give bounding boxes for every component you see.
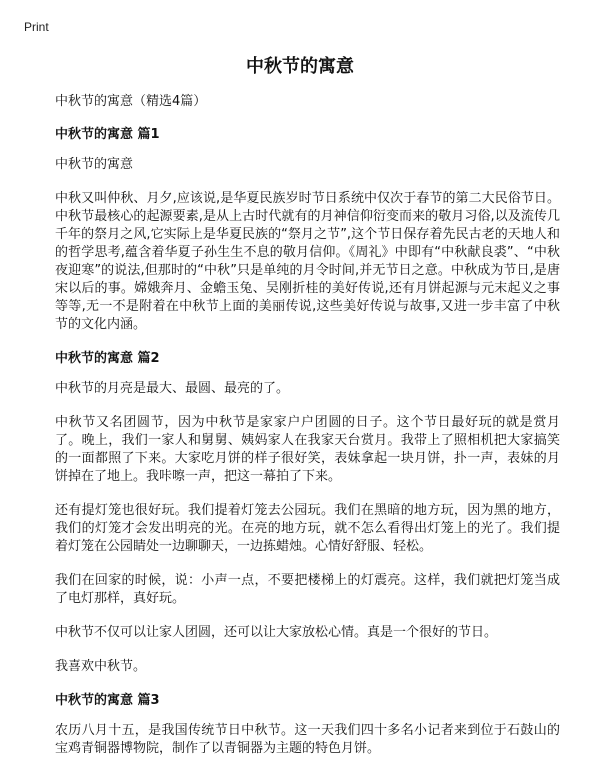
print-link[interactable]: Print (24, 20, 49, 34)
paragraph: 中秋又叫仲秋、月夕,应该说,是华夏民族岁时节日系统中仅次于春节的第二大民俗节日。中秋节最核心的起源要素,是从上古时代就有的月神信仰衍变而来的敬月习俗,以及流传几千年的祭月之风,它实际上是华夏民族的“祭月之节”,这个节日保存着先民古老的天地人和的哲学思考,蕴含着华夏子孙生生不息的敬月信仰。《周礼》中即有“中秋献良裘”、“中秋夜迎寒”的说法,但那时的“中秋”只是单纯的月令时间,并无节日之意。中秋成为节日,是唐宋以后的事。嫦娥奔月、金蟾玉兔、吴刚折桂的美好传说,还有月饼起源与元末起义之事等等,无一不是附着在中秋节上面的美丽传说,这些美好传说与故事,又进一步丰富了中秋节的文化内涵。 (55, 191, 560, 332)
section-heading: 中秋节的寓意 篇1 (55, 127, 160, 142)
paragraph: 中秋节又名团圆节，因为中秋节是家家户户团圆的日子。这个节日最好玩的就是赏月了。晚上，我们一家人和舅舅、姨妈家人在我家天台赏月。我带上了照相机把大家搞笑的一面都照了下来。大家吃月饼的样子很好笑，表妹拿起一块月饼，扑一声，表妹的月饼掉在了地上。我咔嚓一声，把这一幕拍了下来。 (55, 415, 560, 484)
article-subtitle: 中秋节的寓意（精选4篇） (55, 94, 207, 109)
paragraph: 中秋节的寓意 (55, 157, 134, 172)
paragraph: 中秋节不仅可以让家人团圆，还可以让大家放松心情。真是一个很好的节日。 (55, 625, 498, 640)
section-heading: 中秋节的寓意 篇3 (55, 693, 160, 708)
paragraph: 中秋节的月亮是最大、最圆、最亮的了。 (55, 381, 290, 396)
paragraph: 农历八月十五，是我国传统节日中秋节。这一天我们四十多名小记者来到位于石鼓山的宝鸡青铜器博物院，制作了以青铜器为主题的特色月饼。 (55, 723, 560, 756)
page-title: 中秋节的寓意 (246, 56, 354, 77)
section-heading: 中秋节的寓意 篇2 (55, 351, 160, 366)
section-2 (55, 350, 560, 676)
paragraph: 我喜欢中秋节。 (55, 659, 147, 674)
paragraph: 我们在回家的时候，说：小声一点，不要把楼梯上的灯震亮。这样，我们就把灯笼当成了电灯那样，真好玩。 (55, 573, 560, 606)
section-3 (55, 692, 560, 758)
paragraph: 还有提灯笼也很好玩。我们提着灯笼去公园玩。我们在黑暗的地方玩，因为黑的地方，我们的灯笼才会发出明亮的光。在亮的地方玩，就不怎么看得出灯笼上的光了。我们提着灯笼在公园睛处一边聊聊天，一边拣蜡烛。心情好舒服、轻松。 (55, 503, 560, 554)
section-1 (55, 126, 560, 334)
article-body (55, 93, 560, 774)
